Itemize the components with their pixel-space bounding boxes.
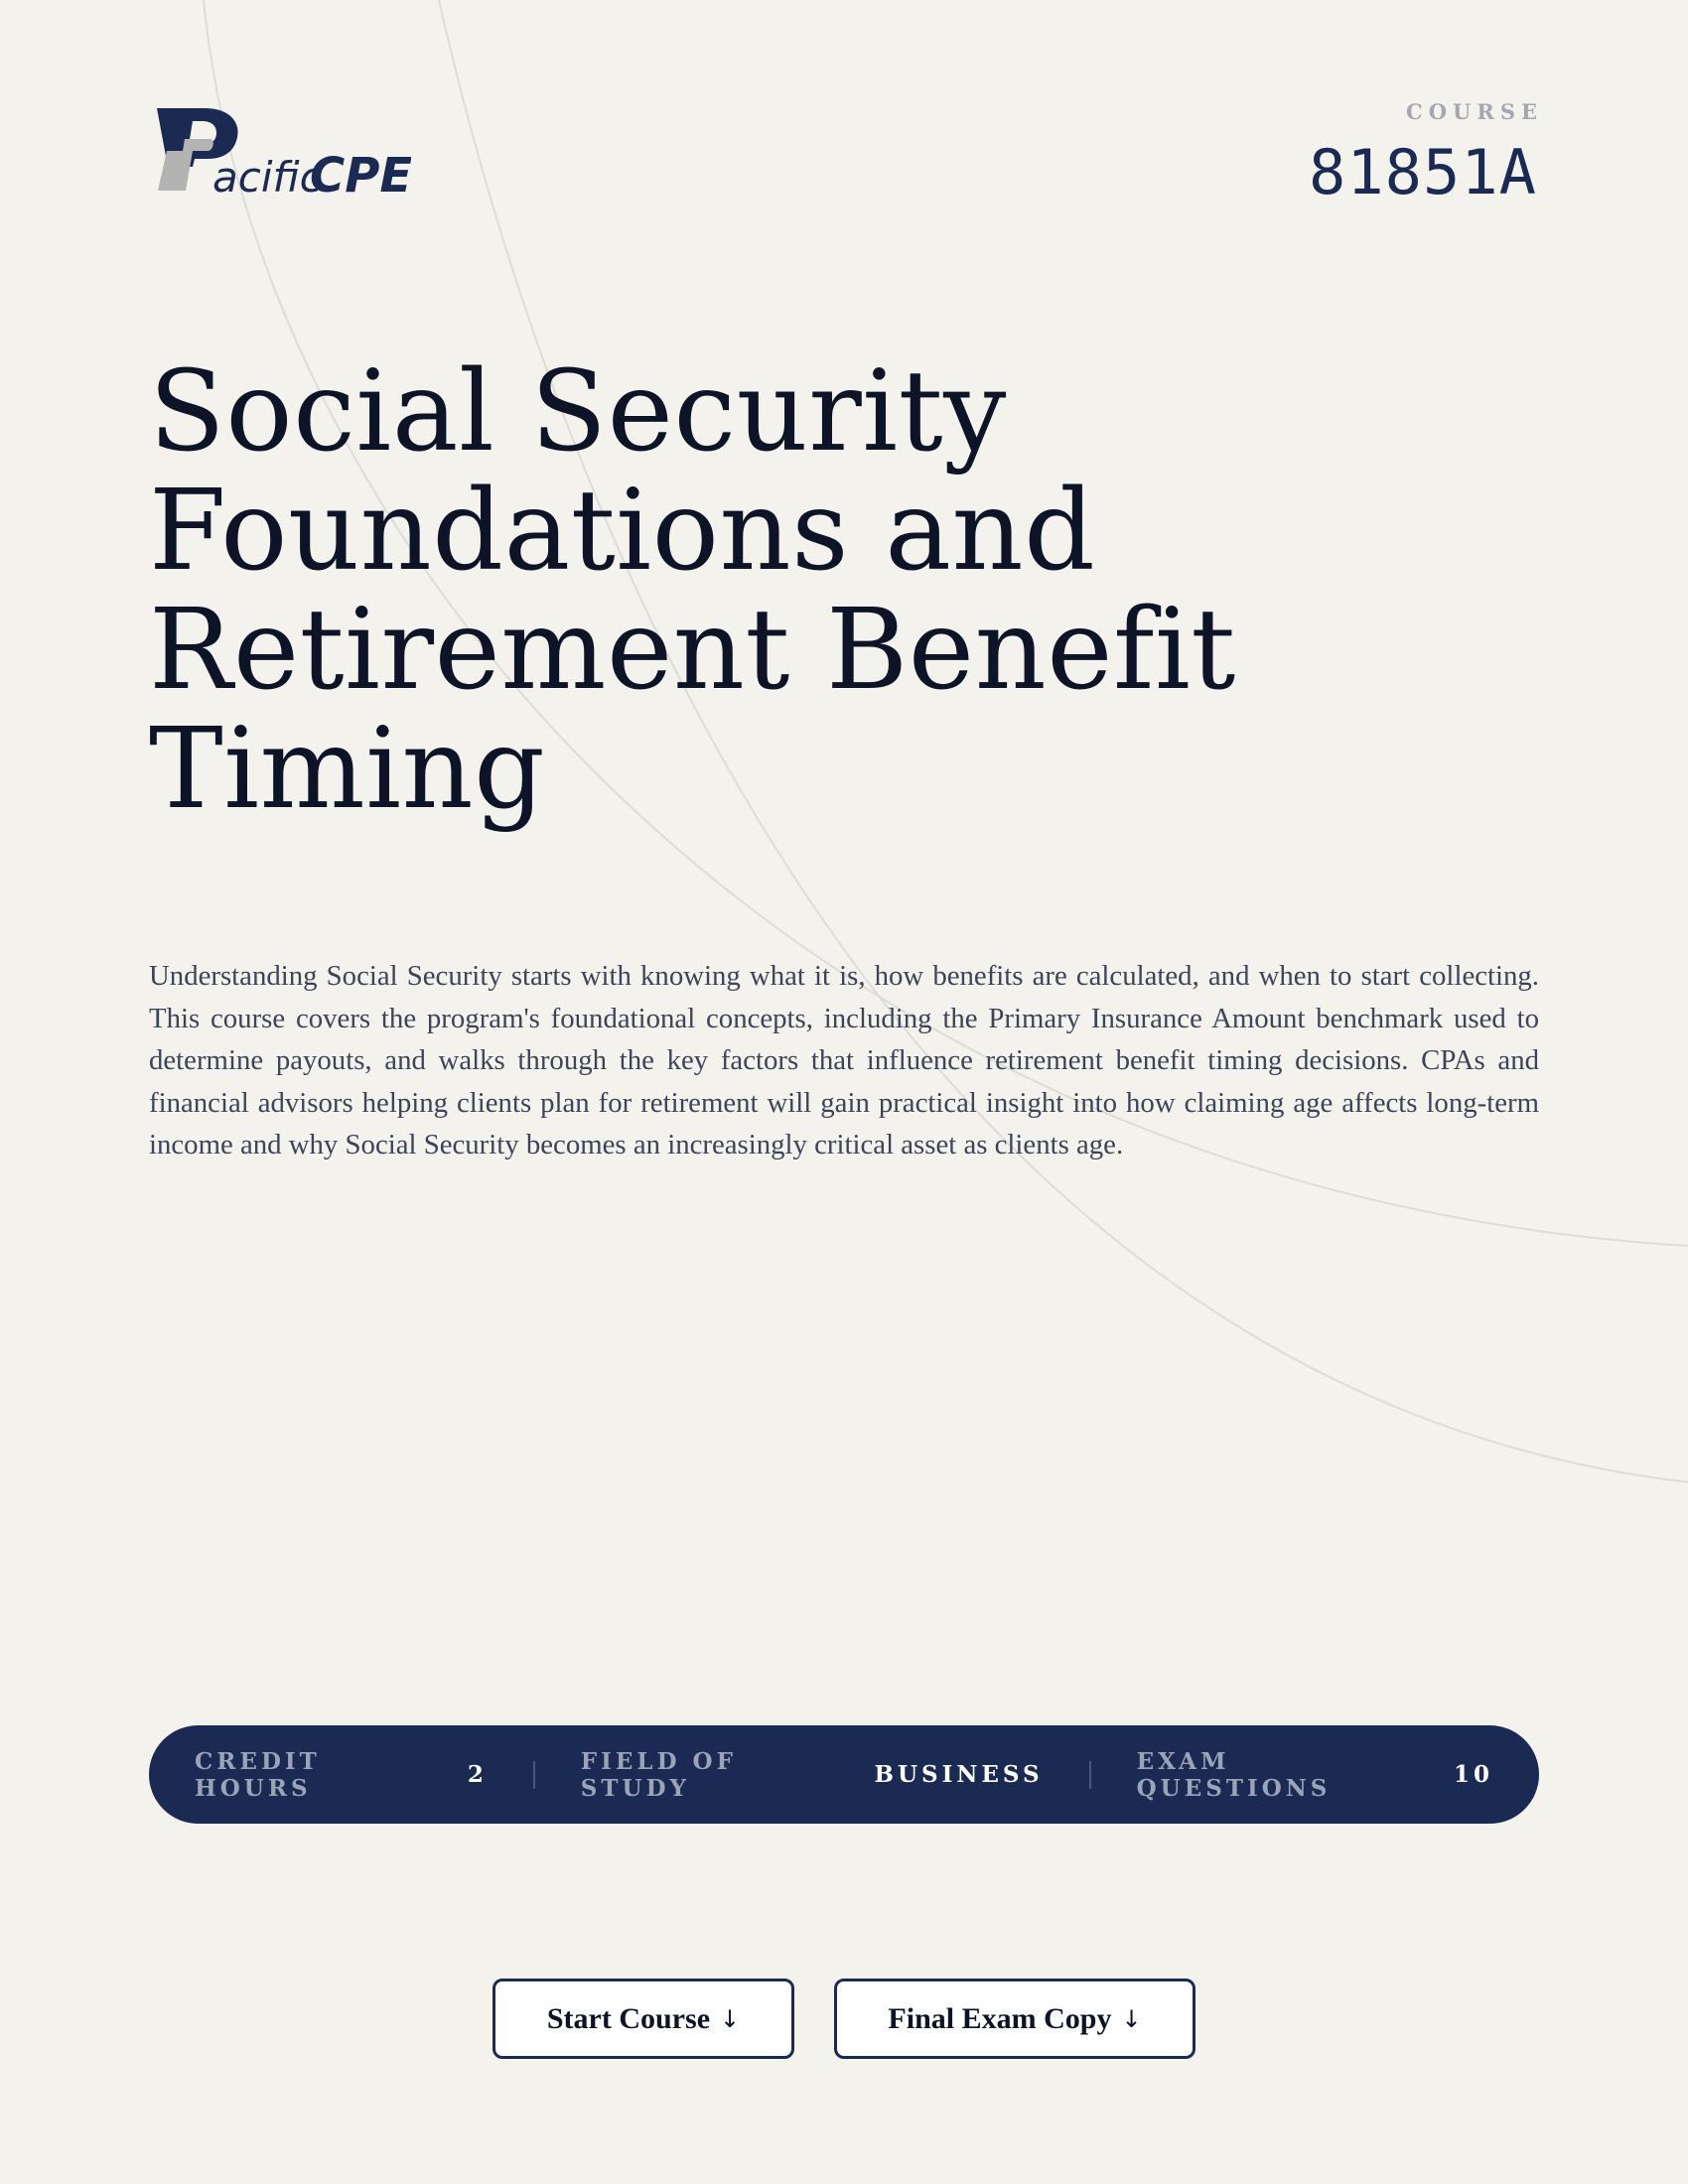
final-exam-copy-button[interactable] (834, 1979, 1196, 2059)
course-number: 81851A (1309, 136, 1537, 208)
field-of-study (535, 1748, 1089, 1802)
pacific-cpe-logo (153, 105, 411, 200)
course-title-line: Foundations and (149, 467, 1096, 596)
start-course-label: Start Course (546, 2001, 711, 2035)
arrow-down-icon: ↓ (1121, 2004, 1142, 2033)
final-exam-copy-label: Final Exam Copy (888, 2001, 1112, 2035)
exam-questions-label: EXAM QUESTIONS (1136, 1747, 1332, 1802)
credit-hours (149, 1748, 533, 1802)
course-info (1309, 99, 1543, 208)
arrow-down-icon: ↓ (720, 2004, 741, 2033)
course-title (149, 347, 1340, 834)
course-title-line: Retirement Benefit (149, 586, 1236, 715)
exam-questions-value: 10 (1453, 1761, 1493, 1788)
course-description: Understanding Social Security starts with knowing what it is, how benefits are calculated, and when to start collecting. This course covers the program's foundational concepts, including the Primary Insurance Amount benchmark used to determine payouts, and walks through the key factors that influence retirement benefit timing decisions. CPAs and financial advisors helping clients plan for retirement will gain practical insight into how claiming age affects long-term income and why Social Security becomes an increasingly critical asset as clients age. (149, 960, 1539, 1160)
start-course-button[interactable] (492, 1979, 794, 2059)
field-of-study-value: BUSINESS (874, 1761, 1044, 1788)
course-title-line: Timing (149, 705, 546, 834)
course-info-bar (149, 1725, 1539, 1824)
course-title-line: Social Security (149, 347, 1007, 477)
logo-mark (153, 105, 411, 200)
field-of-study-label: FIELD OF STUDY (580, 1747, 737, 1802)
logo-text-bold: CPE (310, 148, 411, 200)
action-buttons (0, 1979, 1688, 2059)
credit-hours-value: 2 (467, 1761, 488, 1788)
course-label: COURSE (1406, 99, 1543, 124)
exam-questions (1091, 1748, 1539, 1802)
credit-hours-label: CREDIT HOURS (195, 1747, 321, 1802)
logo-text-light: acific (212, 153, 323, 200)
